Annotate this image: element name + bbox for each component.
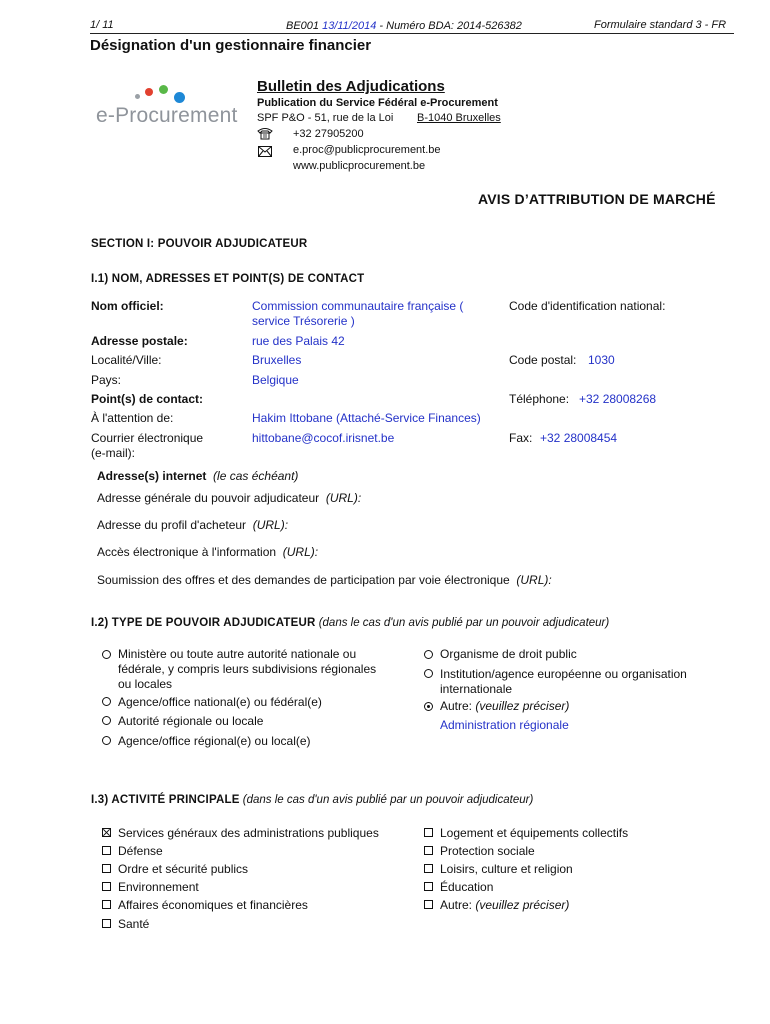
label-logement: Logement et équipements collectifs <box>440 826 629 840</box>
label-courrier: Courrier électronique <box>91 431 204 445</box>
internet-profil <box>97 518 288 532</box>
internet-profil-label: Adresse du profil d'acheteur <box>97 518 247 532</box>
value-nom-officiel-line2: service Trésorerie ) <box>252 314 355 328</box>
section-1-2-title <box>91 617 609 629</box>
internet-acces-url: (URL): <box>282 545 319 559</box>
reference-line <box>286 20 522 32</box>
value-pays: Belgique <box>252 373 299 387</box>
checkbox-logement[interactable] <box>424 828 433 837</box>
value-nom-officiel-line1: Commission communautaire française ( <box>252 299 464 313</box>
label-loisirs: Loisirs, culture et religion <box>440 862 573 876</box>
value-autre-type: Administration régionale <box>440 718 569 732</box>
checkbox-services-generaux[interactable] <box>102 828 111 837</box>
section-1-title: SECTION I: POUVOIR ADJUDICATEUR <box>91 238 308 250</box>
logo-dot-blue <box>174 92 185 103</box>
header-divider <box>90 33 734 34</box>
section-1-1-title: I.1) NOM, ADRESSES ET POINT(S) DE CONTACT <box>91 273 365 285</box>
label-education: Éducation <box>440 880 494 894</box>
checkbox-ordre-securite[interactable] <box>102 864 111 873</box>
bulletin-title: Bulletin des Adjudications <box>257 78 445 95</box>
logo-dot-red <box>145 88 153 96</box>
checkbox-affaires-economiques[interactable] <box>102 900 111 909</box>
bulletin-postal-link[interactable]: B-1040 Bruxelles <box>417 112 501 124</box>
value-courrier[interactable]: hittobane@cocof.irisnet.be <box>252 431 395 445</box>
label-agence-regionale: Agence/office régional(e) ou local(e) <box>118 734 311 748</box>
label-attention: À l'attention de: <box>91 411 174 425</box>
section-1-2-heading: I.2) TYPE DE POUVOIR ADJUDICATEUR <box>91 617 316 629</box>
label-code-identification: Code d'identification national: <box>509 299 666 313</box>
notice-title: AVIS D’ATTRIBUTION DE MARCHÉ <box>478 191 716 207</box>
section-1-3-note: (dans le cas d'un avis publié par un pouvoir adjudicateur) <box>242 794 534 806</box>
label-localite: Localité/Ville: <box>91 353 162 367</box>
internet-soumission-url: (URL): <box>516 573 552 587</box>
bulletin-phone: +32 27905200 <box>293 128 364 140</box>
internet-title-text: Adresse(s) internet <box>97 469 207 483</box>
checkbox-education[interactable] <box>424 882 433 891</box>
label-nom-officiel: Nom officiel: <box>91 299 164 313</box>
e-procurement-logo <box>90 80 238 130</box>
radio-organisme-droit-public[interactable] <box>424 650 433 659</box>
section-1-2-note: (dans le cas d'un avis publié par un pouvoir adjudicateur) <box>318 617 610 629</box>
reference-bda: - Numéro BDA: 2014-526382 <box>376 20 522 32</box>
label-services-generaux: Services généraux des administrations publiques <box>118 826 379 840</box>
telephone-icon <box>257 127 273 140</box>
label-points-contact: Point(s) de contact: <box>91 392 204 406</box>
radio-institution-europeenne[interactable] <box>424 669 433 678</box>
label-ministere-line2: fédérale, y compris leurs subdivisions régionales <box>118 662 377 676</box>
internet-acces-label: Accès électronique à l'information <box>97 545 277 559</box>
label-autre-type-note: (veuillez préciser) <box>475 699 570 713</box>
radio-ministere[interactable] <box>102 650 111 659</box>
value-adresse-postale: rue des Palais 42 <box>252 334 345 348</box>
label-adresse-postale: Adresse postale: <box>91 334 188 348</box>
value-localite: Bruxelles <box>252 353 302 367</box>
label-autre-activite-text: Autre: <box>440 898 473 912</box>
logo-dot-green <box>159 85 168 94</box>
logo-dot-grey <box>135 94 140 99</box>
radio-autorite-regionale[interactable] <box>102 716 111 725</box>
checkbox-loisirs[interactable] <box>424 864 433 873</box>
checkbox-environnement[interactable] <box>102 882 111 891</box>
internet-acces <box>97 545 318 559</box>
label-ministere-line1: Ministère ou toute autre autorité nationale ou <box>118 647 357 661</box>
value-code-postal: 1030 <box>588 353 615 367</box>
label-ministere-line3: ou locales <box>118 677 173 691</box>
value-telephone: +32 28008268 <box>579 392 657 406</box>
internet-title-note: (le cas échéant) <box>213 469 299 483</box>
label-institution-line1: Institution/agence européenne ou organisation <box>440 667 687 681</box>
label-sante: Santé <box>118 917 150 931</box>
radio-agence-nationale[interactable] <box>102 697 111 706</box>
bulletin-subtitle: Publication du Service Fédéral e-Procurement <box>257 97 498 109</box>
label-agence-nationale: Agence/office national(e) ou fédéral(e) <box>118 695 322 709</box>
label-autre-type-text: Autre: <box>440 699 473 713</box>
value-attention: Hakim Ittobane (Attaché-Service Finances) <box>252 411 481 425</box>
label-organisme-droit-public: Organisme de droit public <box>440 647 577 661</box>
checkbox-defense[interactable] <box>102 846 111 855</box>
label-courrier-email: (e-mail): <box>91 446 135 460</box>
reference-date: 13/11/2014 <box>322 20 377 32</box>
label-autre-activite <box>440 898 569 912</box>
label-pays: Pays: <box>91 373 122 387</box>
label-fax: Fax: <box>509 431 533 445</box>
label-institution-line2: internationale <box>440 682 513 696</box>
internet-general-label: Adresse générale du pouvoir adjudicateur <box>97 491 320 505</box>
label-protection-sociale: Protection sociale <box>440 844 535 858</box>
internet-soumission-label: Soumission des offres et des demandes de participation par voie électronique <box>97 573 510 587</box>
reference-prefix: BE001 <box>286 20 320 32</box>
label-ordre-securite: Ordre et sécurité publics <box>118 862 249 876</box>
label-defense: Défense <box>118 844 163 858</box>
label-autre-type <box>440 699 569 713</box>
section-1-3-title <box>91 794 533 806</box>
label-telephone: Téléphone: <box>509 392 570 406</box>
internet-general-url: (URL): <box>325 491 362 505</box>
label-code-postal: Code postal: <box>509 353 577 367</box>
logo-text: e-Procurement <box>96 104 238 127</box>
label-affaires-economiques: Affaires économiques et financières <box>118 898 308 912</box>
bulletin-email[interactable]: e.proc@publicprocurement.be <box>293 144 441 156</box>
envelope-icon <box>258 146 272 157</box>
value-fax: +32 28008454 <box>540 431 618 445</box>
label-autre-activite-note: (veuillez préciser) <box>475 898 570 912</box>
checkbox-sante[interactable] <box>102 919 111 928</box>
form-type: Formulaire standard 3 - FR <box>594 19 727 31</box>
label-autorite-regionale: Autorité régionale ou locale <box>118 714 264 728</box>
section-1-3-heading: I.3) ACTIVITÉ PRINCIPALE <box>91 794 240 806</box>
bulletin-address: SPF P&O - 51, rue de la Loi <box>257 112 394 124</box>
checkbox-autre-activite[interactable] <box>424 900 433 909</box>
radio-autre-checked[interactable] <box>424 702 433 711</box>
bulletin-website[interactable]: www.publicprocurement.be <box>293 160 426 172</box>
internet-profil-url: (URL): <box>252 518 289 532</box>
label-environnement: Environnement <box>118 880 199 894</box>
page-number: 1/ 11 <box>90 19 114 31</box>
internet-soumission <box>97 573 552 587</box>
internet-title <box>97 469 298 483</box>
page-title: Désignation d'un gestionnaire financier <box>90 37 372 54</box>
internet-general <box>97 491 361 505</box>
checkbox-protection-sociale[interactable] <box>424 846 433 855</box>
radio-agence-regionale[interactable] <box>102 736 111 745</box>
